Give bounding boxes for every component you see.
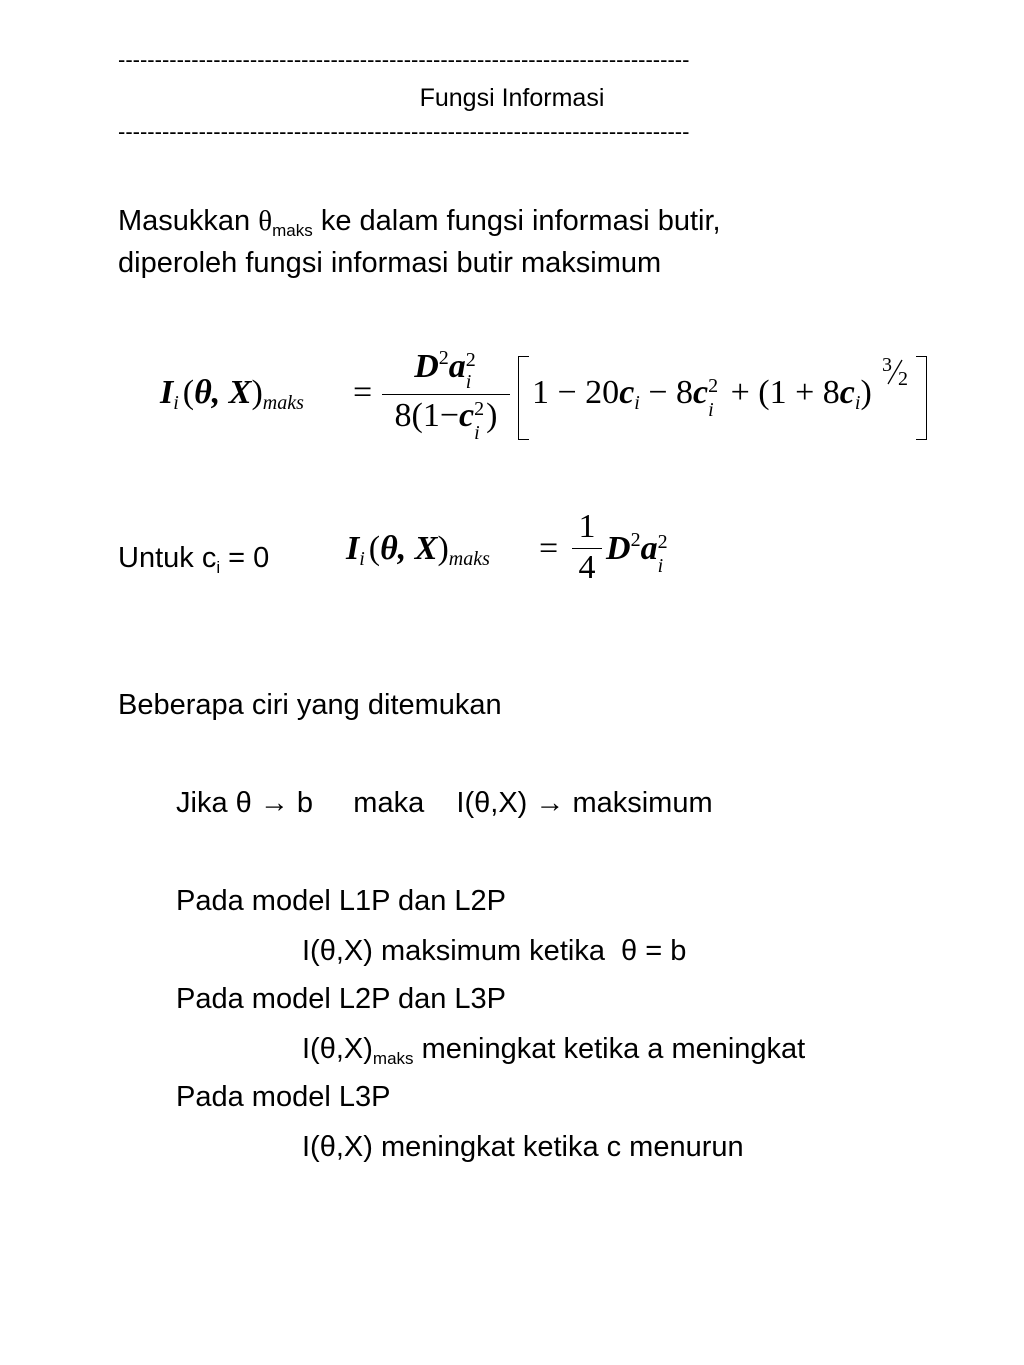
- lhs-X: X: [228, 374, 252, 411]
- intro-subscript: maks: [272, 221, 313, 240]
- case-rhs: [606, 529, 670, 577]
- b-sq2: 2: [708, 375, 719, 397]
- lhs-open: (: [182, 374, 195, 411]
- intro-line-2: diperoleh fungsi informasi butir maksimum: [118, 247, 662, 279]
- case-sub: maks: [448, 548, 490, 570]
- lhs-i: i: [173, 392, 179, 414]
- formula-equals: =: [353, 374, 373, 411]
- header-rule-bottom: ------------------------------------------------------------------------------: [118, 120, 690, 144]
- b-i3: i: [854, 392, 861, 414]
- b-i1: i: [634, 392, 640, 414]
- lhs-sub: maks: [262, 392, 304, 414]
- den-sq: 2: [474, 398, 485, 420]
- case-D: D: [606, 530, 631, 567]
- intro-text-before: Masukkan: [118, 205, 259, 237]
- den-suffix: ): [486, 397, 498, 434]
- fraction-numerator: [382, 348, 510, 395]
- formula-lhs: [160, 374, 304, 412]
- case-theta: θ: [380, 530, 398, 567]
- case-frac-num: 1: [572, 508, 602, 549]
- l2-detail-sub: maks: [372, 1049, 414, 1068]
- case-a: a: [640, 530, 658, 567]
- case-sq2: 2: [657, 531, 668, 553]
- case-X: X: [414, 530, 438, 567]
- case-close: ): [437, 530, 449, 567]
- feature-l2-detail: [302, 1032, 805, 1066]
- formula-fraction: [382, 347, 510, 444]
- b-1: 1 − 20: [532, 374, 620, 411]
- case-label: [118, 541, 269, 575]
- num-sq2: 2: [465, 349, 476, 371]
- page-title: Fungsi Informasi: [419, 84, 605, 112]
- b-c3: c: [839, 374, 855, 411]
- lhs-I: I: [160, 374, 174, 411]
- feature-jika: Jika θ → b maka I(θ,X) → maksimum: [176, 787, 713, 819]
- case-open: (: [368, 530, 381, 567]
- formula-main: [160, 348, 940, 444]
- num-i: i: [465, 371, 472, 393]
- case-I: I: [346, 530, 360, 567]
- feature-l2: Pada model L2P dan L3P: [176, 983, 507, 1015]
- l2-detail-b: meningkat ketika a meningkat: [413, 1033, 806, 1065]
- case-sq1: 2: [630, 529, 641, 551]
- intro-text-after: ke dalam fungsi informasi butir,: [312, 205, 721, 237]
- exponent-3-2: [880, 354, 912, 394]
- case-lhs: [346, 530, 490, 568]
- case-frac-den: 4: [578, 549, 596, 586]
- den-c: c: [459, 397, 475, 434]
- den-i: i: [474, 422, 480, 444]
- feature-l1: Pada model L1P dan L2P: [176, 885, 507, 917]
- lhs-close: ): [251, 374, 263, 411]
- b-c1: c: [619, 374, 635, 411]
- feature-l3-detail: I(θ,X) meningkat ketika c menurun: [302, 1131, 744, 1163]
- features-heading: Beberapa ciri yang ditemukan: [118, 689, 502, 721]
- case-label-text: Untuk c: [118, 542, 217, 574]
- lhs-comma: ,: [211, 374, 229, 411]
- theta-symbol: θ: [258, 205, 273, 237]
- case-comma: ,: [397, 530, 415, 567]
- case-label-rest: = 0: [220, 542, 270, 574]
- case-i: i: [359, 548, 365, 570]
- b-plus: + (1 + 8: [722, 374, 840, 411]
- case-label-sub: i: [216, 558, 221, 577]
- b-close: ): [860, 374, 872, 411]
- formula-case: [346, 508, 706, 602]
- case-equals: =: [539, 530, 559, 567]
- b-c2: c: [693, 374, 709, 411]
- feature-l3: Pada model L3P: [176, 1081, 391, 1113]
- num-D: D: [414, 348, 439, 385]
- fraction-denominator: [382, 395, 510, 444]
- l2-detail-a: I(θ,X): [302, 1033, 373, 1065]
- bracket-content: [532, 374, 872, 421]
- intro-line-1: [118, 204, 721, 238]
- exp-num: 3: [882, 354, 892, 376]
- exp-den: 2: [898, 368, 908, 390]
- case-fraction: [572, 508, 602, 587]
- header-rule-top: ------------------------------------------------------------------------------: [118, 48, 690, 72]
- feature-l1-detail: I(θ,X) maksimum ketika θ = b: [302, 935, 687, 967]
- lhs-theta: θ: [194, 374, 212, 411]
- num-a: a: [448, 348, 466, 385]
- b-minus8: − 8: [639, 374, 694, 411]
- case-ai: i: [657, 555, 664, 577]
- b-i2: i: [708, 399, 714, 421]
- right-bracket: [916, 356, 927, 440]
- den-prefix: 8(1−: [394, 397, 460, 434]
- left-bracket: [518, 356, 529, 440]
- num-sq1: 2: [438, 347, 449, 369]
